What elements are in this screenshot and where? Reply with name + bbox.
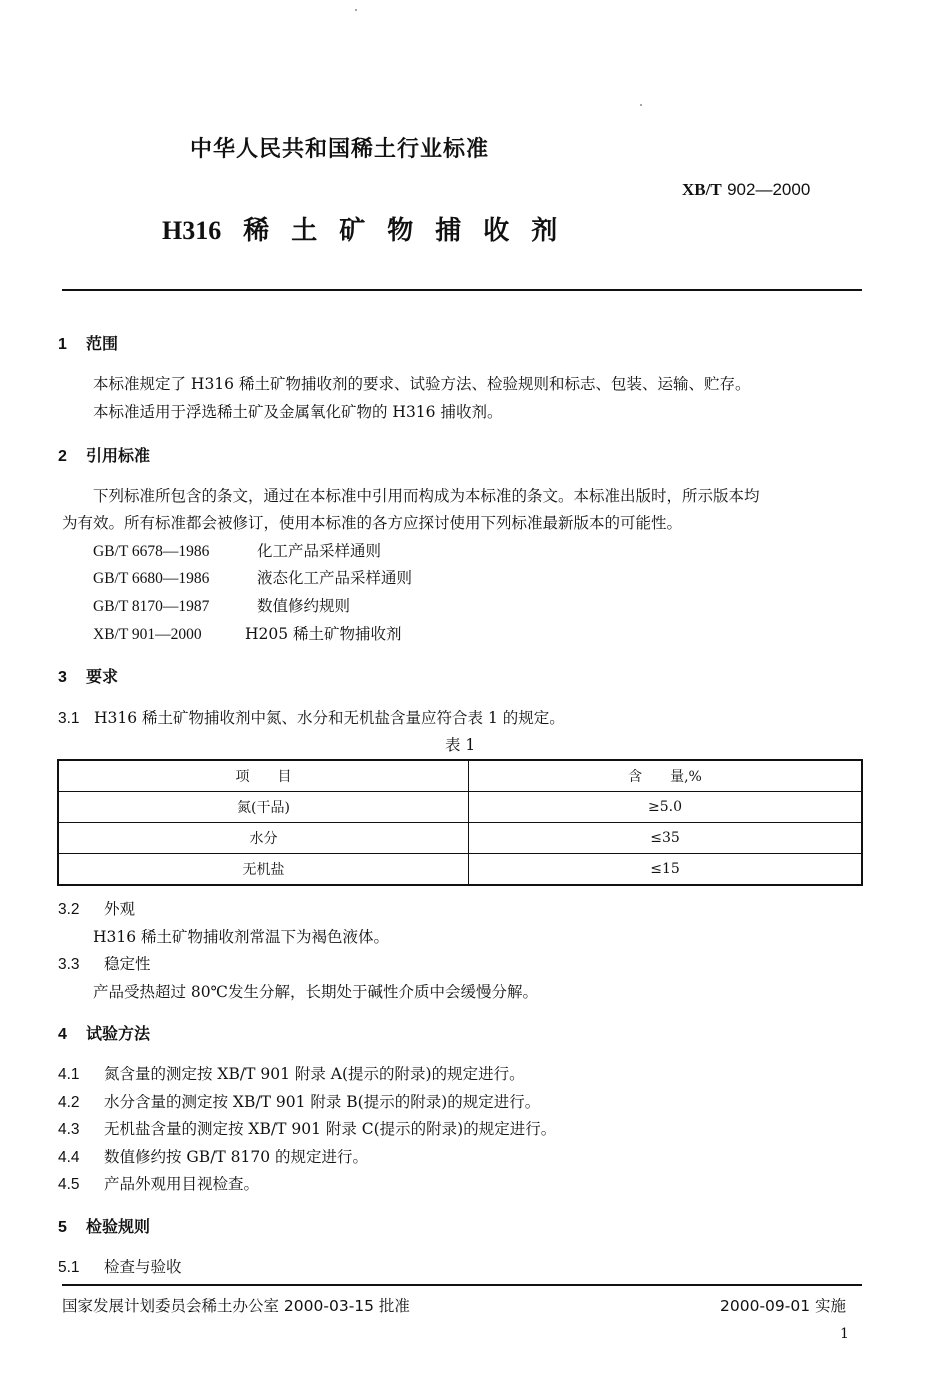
test-method-item — [58, 1145, 368, 1167]
reference-name: 液态化工产品采样通则 — [257, 569, 413, 587]
title-chinese: 稀土矿物捕收剂 — [243, 216, 580, 246]
standard-code — [682, 180, 810, 200]
table-header-row — [58, 760, 862, 792]
clause-number: 4.1 — [58, 1066, 80, 1083]
reference-item — [93, 566, 412, 588]
table-cell: ≤35 — [469, 823, 863, 854]
scan-speck — [355, 9, 357, 11]
clause-3-2-heading — [58, 897, 135, 919]
document-title — [162, 210, 579, 247]
reference-name: 数值修约规则 — [257, 597, 351, 615]
clause-number: 4.5 — [58, 1176, 80, 1193]
reference-code: XB/T 901—2000 — [93, 626, 202, 643]
section-2-para-line-2: 为有效。所有标准都会被修订，使用本标准的各方应探讨使用下列标准最新版本的可能性。 — [62, 514, 683, 532]
table-cell: 无机盐 — [58, 854, 469, 886]
section-title: 范围 — [86, 334, 119, 353]
requirements-table — [57, 759, 863, 886]
section-1-para-1: 本标准规定了 H316 稀土矿物捕收剂的要求、试验方法、检验规则和标志、包装、运输、贮存。 — [93, 375, 751, 393]
reference-item — [93, 594, 350, 616]
section-number: 4 — [58, 1026, 67, 1043]
clause-number: 3.3 — [58, 956, 80, 973]
test-method-item — [58, 1062, 525, 1084]
table-header-cell: 项 目 — [58, 760, 469, 792]
section-title: 检验规则 — [86, 1217, 151, 1236]
section-2-heading — [58, 443, 150, 466]
clause-number: 3.2 — [58, 901, 80, 918]
clause-title: 稳定性 — [104, 955, 151, 973]
clause-number: 4.2 — [58, 1094, 80, 1111]
table-cell: ≥5.0 — [469, 792, 863, 823]
table-header-cell: 含 量,% — [469, 760, 863, 792]
clause-text: 数值修约按 GB/T 8170 的规定进行。 — [104, 1148, 369, 1166]
section-title: 引用标准 — [86, 446, 151, 465]
table-cell: 氮(干品) — [58, 792, 469, 823]
clause-3-1 — [58, 706, 565, 728]
table-row — [58, 792, 862, 823]
clause-number: 3.1 — [58, 710, 80, 727]
reference-code: GB/T 6678—1986 — [93, 543, 210, 560]
header-rule — [62, 289, 862, 291]
clause-text: 产品外观用目视检查。 — [104, 1175, 260, 1193]
table-cell: ≤15 — [469, 854, 863, 886]
clause-text: 水分含量的测定按 XB/T 901 附录 B(提示的附录)的规定进行。 — [104, 1093, 541, 1111]
clause-3-2-text: H316 稀土矿物捕收剂常温下为褐色液体。 — [93, 928, 390, 946]
footer-rule — [62, 1284, 862, 1286]
section-number: 5 — [58, 1219, 67, 1236]
clause-3-3-text: 产品受热超过 80℃发生分解，长期处于碱性介质中会缓慢分解。 — [93, 983, 538, 1001]
implementation-date: 2000-09-01 实施 — [720, 1297, 847, 1315]
test-method-item — [58, 1172, 259, 1194]
table-cell: 水分 — [58, 823, 469, 854]
section-number: 3 — [58, 669, 67, 686]
approval-statement: 国家发展计划委员会稀土办公室 2000-03-15 批准 — [62, 1297, 410, 1315]
section-1-heading — [58, 331, 118, 354]
section-number: 2 — [58, 448, 67, 465]
reference-name: 化工产品采样通则 — [257, 542, 382, 560]
standard-number: 902—2000 — [727, 180, 811, 199]
reference-code: GB/T 6680—1986 — [93, 570, 210, 587]
clause-number: 4.3 — [58, 1121, 80, 1138]
section-5-heading — [58, 1214, 150, 1237]
table-row — [58, 823, 862, 854]
test-method-item — [58, 1090, 540, 1112]
clause-3-3-heading — [58, 952, 151, 974]
test-method-item — [58, 1117, 556, 1139]
clause-title: 外观 — [104, 900, 136, 918]
section-3-heading — [58, 664, 118, 687]
section-1-para-2: 本标准适用于浮选稀土矿及金属氧化矿物的 H316 捕收剂。 — [93, 403, 503, 421]
section-2-para-line-1: 下列标准所包含的条文，通过在本标准中引用而构成为本标准的条文。本标准出版时，所示版本均 — [93, 487, 760, 505]
reference-name: H205 稀土矿物捕收剂 — [245, 625, 402, 643]
reference-code: GB/T 8170—1987 — [93, 598, 210, 615]
table-caption: 表 1 — [445, 736, 476, 754]
clause-text: 氮含量的测定按 XB/T 901 附录 A(提示的附录)的规定进行。 — [104, 1065, 525, 1083]
title-prefix: H316 — [162, 216, 222, 245]
clause-5-1-heading — [58, 1255, 182, 1277]
section-4-heading — [58, 1021, 150, 1044]
section-title: 试验方法 — [86, 1024, 151, 1043]
issuing-organization: 中华人民共和国稀土行业标准 — [190, 137, 490, 162]
section-title: 要求 — [86, 667, 119, 686]
reference-item — [93, 539, 381, 561]
clause-text: 无机盐含量的测定按 XB/T 901 附录 C(提示的附录)的规定进行。 — [104, 1120, 557, 1138]
clause-text: H316 稀土矿物捕收剂中氮、水分和无机盐含量应符合表 1 的规定。 — [94, 709, 565, 727]
standard-prefix: XB/T — [682, 180, 722, 199]
reference-item — [93, 622, 402, 644]
table-row — [58, 854, 862, 886]
clause-number: 5.1 — [58, 1259, 80, 1276]
scan-speck — [640, 104, 642, 106]
page-number: 1 — [840, 1326, 849, 1342]
clause-number: 4.4 — [58, 1149, 80, 1166]
clause-title: 检查与验收 — [104, 1258, 182, 1276]
section-number: 1 — [58, 336, 67, 353]
